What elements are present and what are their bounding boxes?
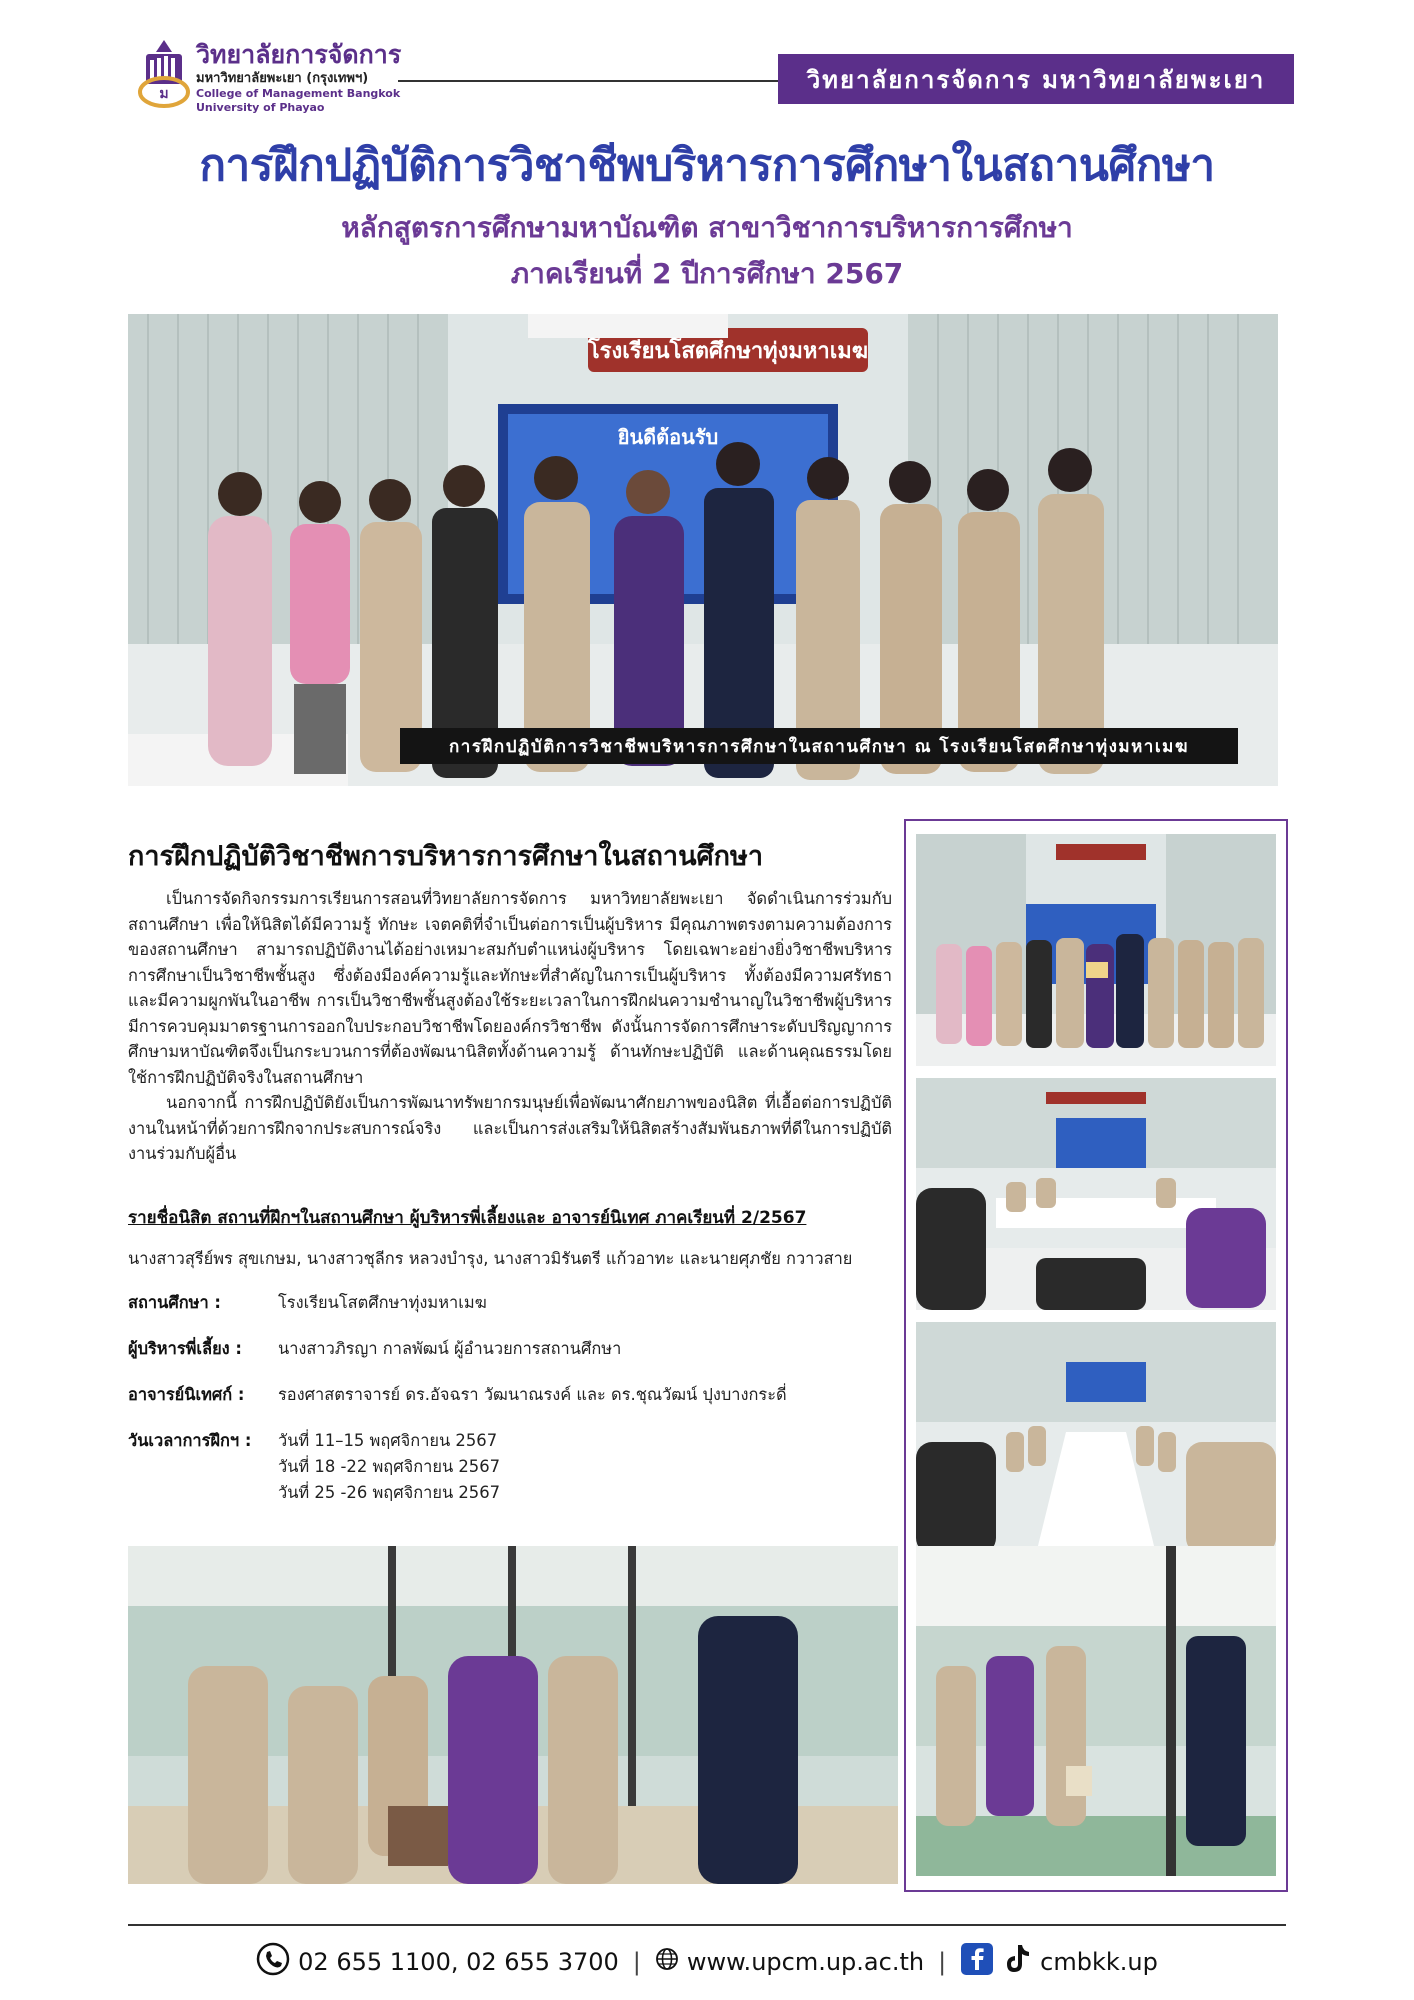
school-label: สถานศึกษา : (128, 1293, 221, 1312)
hero-sign-text: โรงเรียนโสตศึกษาทุ่งมหาเมฆ (587, 339, 869, 364)
mentor-label: ผู้บริหารพี่เลี้ยง : (128, 1339, 242, 1358)
tiktok-icon[interactable] (1002, 1942, 1032, 1982)
page-title: การฝึกปฏิบัติการวิชาชีพบริหารการศึกษาในสถานศึกษา (199, 140, 1215, 191)
mentor-value: นางสาวภิรญา กาลพัฒน์ ผู้อำนวยการสถานศึกษา (278, 1339, 622, 1358)
date-line: วันที่ 25 -26 พฤศจิกายน 2567 (278, 1483, 501, 1502)
brand-block (196, 40, 401, 115)
list-heading: รายชื่อนิสิต สถานที่ฝึกฯในสถานศึกษา ผู้บริหารพี่เลี้ยงและ อาจารย์นิเทศ ภาคเรียนที่ 2/2567 (128, 1208, 807, 1228)
supervisor-value: รองศาสตราจารย์ ดร.อัจฉรา วัฒนาณรงค์ และ ดร.ชุณวัฒน์ ปุงบางกระดี่ (278, 1385, 787, 1404)
hero-caption: การฝึกปฏิบัติการวิชาชีพบริหารการศึกษาในสถานศึกษา ณ โรงเรียนโสตศึกษาทุ่งมหาเมฆ (400, 728, 1238, 764)
footer-divider (128, 1924, 1286, 1926)
brand-name-en-1: College of Management Bangkok (196, 87, 401, 100)
student-names: นางสาวสุรีย์พร สุขเกษม, นางสาวชุลีกร หลวงบำรุง, นางสาวมิรันตรี แก้วอาทะ และนายศุภชัย กวาวสาย (128, 1249, 853, 1268)
college-logo (136, 38, 192, 110)
brand-name-en-2: University of Phayao (196, 101, 325, 114)
photo-walkway (916, 1546, 1276, 1876)
brand-name-th: วิทยาลัยการจัดการ (196, 40, 402, 69)
article-paragraph-1: เป็นการจัดกิจกรรมการเรียนการสอนที่วิทยาลัยการจัดการ มหาวิทยาลัยพะเยา จัดดำเนินการร่วมกับสถานศึกษา เพื่อให้นิสิตได้มีความรู้ ทักษะ เจตคติที่จำเป็นต่อการเป็นผู้บริหาร มีคุณภาพตรงตามความต้องการของสถานศึกษา สามารถปฏิบัติงานได้อย่างเหมาะสมกับตำแหน่งผู้บริหาร โดยเฉพาะอย่างยิ่งวิชาชีพบริหารการศึกษาเป็นวิชาชีพชั้นสูง ซึ่งต้องมีองค์ความรู้และทักษะที่สำคัญในการเป็นผู้บริหาร ทั้งต้องมีความศรัทธาและมีความผูกพันในอาชีพ การเป็นวิชาชีพชั้นสูงต้องใช้ระยะเวลาในการฝึกฝนความชำนาญในวิชาชีพผู้บริหาร มีการควบคุมมาตรฐานการออกใบประกอบวิชาชีพโดยองค์กรวิชาชีพ ดังนั้นการจัดการศึกษาระดับปริญญาการศึกษามหาบัณฑิตจึงเป็นกระบวนการที่ต้องพัฒนานิสิตทั้งด้านความรู้ ด้านทักษะปฏิบัติ และด้านคุณธรรมโดยใช้การฝึกปฏิบัติจริงในสถานศึกษา (128, 889, 892, 1087)
page-subtitle-program: หลักสูตรการศึกษามหาบัณฑิต สาขาวิชาการบริหารการศึกษา (341, 211, 1073, 244)
photo-school-visit (128, 1546, 898, 1884)
header-tag: วิทยาลัยการจัดการ มหาวิทยาลัยพะเยา (778, 54, 1294, 104)
supervisor-label: อาจารย์นิเทศก์ : (128, 1385, 245, 1404)
dates-label: วันเวลาการฝึกฯ : (128, 1431, 252, 1450)
hero-screen-title: ยินดีต้อนรับ (617, 425, 719, 449)
globe-icon (655, 1947, 679, 1977)
brand-sub-th: มหาวิทยาลัยพะเยา (กรุงเทพฯ) (196, 71, 369, 86)
section-title: การฝึกปฏิบัติวิชาชีพการบริหารการศึกษาในสถานศึกษา (128, 841, 763, 872)
footer-contacts (0, 1942, 1414, 1982)
article-paragraph-2: นอกจากนี้ การฝึกปฏิบัติยังเป็นการพัฒนาทรัพยากรมนุษย์เพื่อพัฒนาศักยภาพของนิสิต ที่เอื้อต่อการปฏิบัติงานในหน้าที่ด้วยการฝึกจากประสบการณ์จริง และเป็นการส่งเสริมให้นิสิตสร้างสัมพันธภาพที่ดีในการปฏิบัติงานร่วมกับผู้อื่น (128, 1093, 892, 1163)
photo-certificate (916, 834, 1276, 1066)
date-line: วันที่ 11–15 พฤศจิกายน 2567 (278, 1431, 498, 1450)
photo-meeting-1 (916, 1078, 1276, 1310)
facebook-icon[interactable] (960, 1942, 994, 1982)
footer-separator: | (938, 1948, 947, 1976)
svg-text:ม: ม (159, 86, 169, 102)
page-subtitle-term: ภาคเรียนที่ 2 ปีการศึกษา 2567 (510, 257, 904, 290)
photo-meeting-2 (916, 1322, 1276, 1554)
footer-website[interactable]: www.upcm.up.ac.th (686, 1948, 925, 1976)
phone-icon (256, 1942, 290, 1982)
school-value: โรงเรียนโสตศึกษาทุ่งมหาเมฆ (278, 1293, 487, 1312)
hero-photo (128, 314, 1278, 786)
footer-separator: | (632, 1948, 641, 1976)
header-divider (398, 80, 778, 82)
footer-social[interactable]: cmbkk.up (1040, 1948, 1158, 1976)
footer-phone: 02 655 1100, 02 655 3700 (298, 1948, 619, 1976)
date-line: วันที่ 18 -22 พฤศจิกายน 2567 (278, 1457, 501, 1476)
